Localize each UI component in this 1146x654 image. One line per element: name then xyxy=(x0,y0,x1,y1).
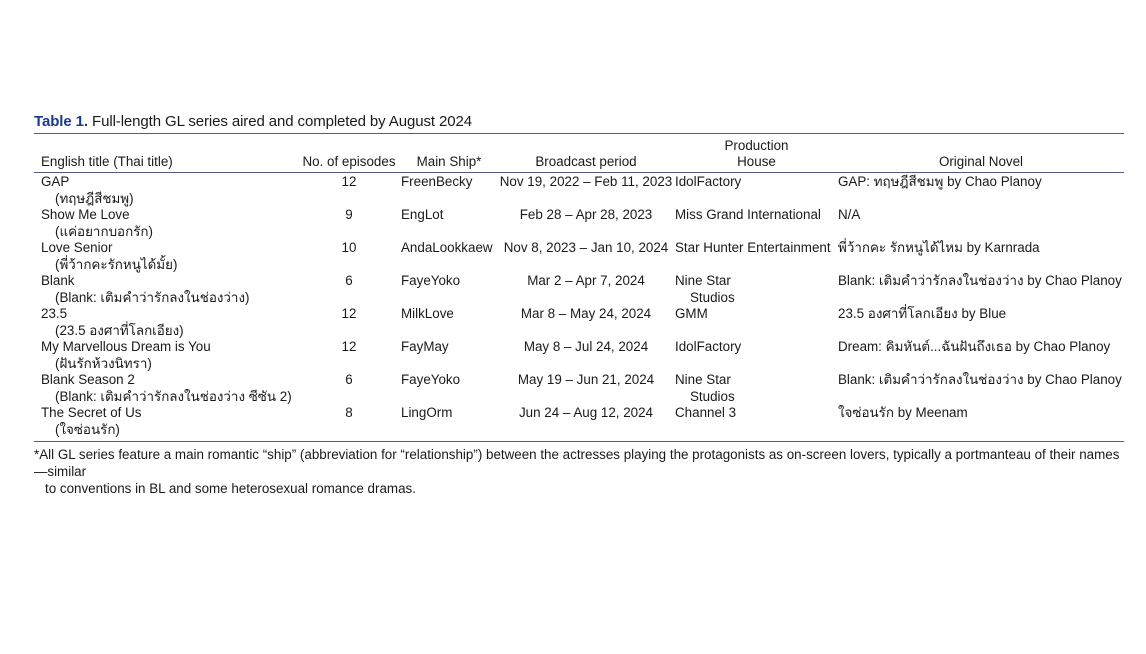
cell-production-house xyxy=(675,240,838,273)
table-body xyxy=(34,170,1124,438)
top-rule xyxy=(34,133,1124,134)
cell-episodes: 6 xyxy=(345,273,353,288)
english-title: My Marvellous Dream is You xyxy=(41,339,211,354)
production-house-line2: Studios xyxy=(690,289,735,305)
english-title: 23.5 xyxy=(41,306,68,321)
production-house: Channel 3 xyxy=(675,405,737,420)
cell-title xyxy=(34,207,297,240)
english-title: Blank Season 2 xyxy=(41,372,135,387)
bottom-rule xyxy=(34,441,1124,442)
footnote-line2: to conventions in BL and some heterosexual romance dramas. xyxy=(45,481,416,496)
table-row xyxy=(34,339,1124,372)
cell-episodes: 12 xyxy=(341,306,357,321)
english-title: Blank xyxy=(41,273,75,288)
cell-original-novel: Blank: เติมคำว่ารักลงในช่องว่าง by Chao Planoy xyxy=(838,273,1122,288)
thai-title: (พี่ว้ากคะรักหนูได้มั้ย) xyxy=(55,256,178,272)
header-production-house-line2: House xyxy=(737,154,776,169)
cell-broadcast-period: Jun 24 – Aug 12, 2024 xyxy=(518,405,654,420)
cell-episodes: 6 xyxy=(345,372,353,387)
thai-title: (ฝันรักห้วงนิทรา) xyxy=(55,355,152,371)
cell-original-novel: Dream: คิมหันต์...ฉันฝันถึงเธอ by Chao Planoy xyxy=(838,339,1111,354)
thai-title: (ทฤษฎีสีชมพู) xyxy=(55,190,134,206)
production-house: GMM xyxy=(675,306,708,321)
production-house: Nine Star xyxy=(675,273,731,288)
cell-main-ship: FreenBecky xyxy=(401,174,473,189)
cell-broadcast-period: Nov 19, 2022 – Feb 11, 2023 xyxy=(499,174,673,189)
table-row xyxy=(34,273,1124,306)
cell-title xyxy=(34,170,297,207)
cell-title xyxy=(34,273,297,306)
table-row xyxy=(34,405,1124,438)
cell-episodes: 9 xyxy=(345,207,353,222)
cell-original-novel: N/A xyxy=(838,207,861,222)
header-production-house-line1: Production xyxy=(724,138,789,153)
cell-main-ship: FayMay xyxy=(401,339,449,354)
cell-broadcast-period: May 8 – Jul 24, 2024 xyxy=(523,339,649,354)
cell-production-house xyxy=(675,372,838,405)
cell-original-novel: พี่ว้ากคะ รักหนูได้ไหม by Karnrada xyxy=(838,240,1040,255)
table-row xyxy=(34,306,1124,339)
production-house: IdolFactory xyxy=(675,339,742,354)
production-house: IdolFactory xyxy=(675,174,742,189)
header-episodes: No. of episodes xyxy=(302,154,396,169)
cell-title xyxy=(34,240,297,273)
cell-original-novel: ใจซ่อนรัก by Meenam xyxy=(838,405,968,420)
table-row xyxy=(34,372,1124,405)
thai-title: (ใจซ่อนรัก) xyxy=(55,421,120,437)
production-house-line2: Studios xyxy=(690,388,735,404)
cell-title xyxy=(34,405,297,438)
cell-main-ship: AndaLookkaew xyxy=(401,240,493,255)
cell-broadcast-period: Mar 2 – Apr 7, 2024 xyxy=(527,273,645,288)
cell-episodes: 12 xyxy=(341,174,357,189)
table-row xyxy=(34,170,1124,207)
cell-episodes: 12 xyxy=(341,339,357,354)
cell-main-ship: FayeYoko xyxy=(401,273,461,288)
cell-episodes: 8 xyxy=(345,405,353,420)
cell-production-house xyxy=(675,339,838,372)
table-caption xyxy=(34,113,472,130)
thai-title: (Blank: เติมคำว่ารักลงในช่องว่าง ซีซัน 2) xyxy=(55,388,292,404)
thai-title: (Blank: เติมคำว่ารักลงในช่องว่าง) xyxy=(55,289,250,305)
header-main-ship: Main Ship* xyxy=(416,154,482,169)
header-english-title: English title (Thai title) xyxy=(41,154,173,169)
english-title: Love Senior xyxy=(41,240,113,255)
cell-title xyxy=(34,339,297,372)
cell-main-ship: MilkLove xyxy=(401,306,454,321)
cell-production-house xyxy=(675,273,838,306)
header-production-house xyxy=(675,136,838,170)
cell-title xyxy=(34,306,297,339)
table-row xyxy=(34,240,1124,273)
cell-main-ship: FayeYoko xyxy=(401,372,461,387)
header-broadcast-period: Broadcast period xyxy=(535,154,637,169)
gl-series-table xyxy=(34,136,1124,438)
english-title: GAP xyxy=(41,174,70,189)
table-label: Table 1. xyxy=(34,113,88,130)
cell-broadcast-period: Nov 8, 2023 – Jan 10, 2024 xyxy=(503,240,669,255)
production-house: Miss Grand International xyxy=(675,207,821,222)
english-title: Show Me Love xyxy=(41,207,130,222)
table-title: Full-length GL series aired and completed by August 2024 xyxy=(92,113,472,130)
footnote-line1: *All GL series feature a main romantic “ship” (abbreviation for “relationship”) between the actresses playing the protagonists as on-screen lovers, typically a portmanteau of their names—similar xyxy=(34,447,1120,479)
cell-broadcast-period: May 19 – Jun 21, 2024 xyxy=(517,372,655,387)
table-row xyxy=(34,207,1124,240)
production-house: Star Hunter Entertainment xyxy=(675,240,831,255)
cell-production-house xyxy=(675,170,838,207)
cell-production-house xyxy=(675,306,838,339)
cell-main-ship: LingOrm xyxy=(401,405,453,420)
thai-title: (23.5 องศาที่โลกเอียง) xyxy=(55,322,184,338)
thai-title: (แค่อยากบอกรัก) xyxy=(55,223,153,239)
cell-broadcast-period: Feb 28 – Apr 28, 2023 xyxy=(519,207,653,222)
english-title: The Secret of Us xyxy=(41,405,142,420)
cell-production-house xyxy=(675,207,838,240)
cell-main-ship: EngLot xyxy=(401,207,444,222)
cell-original-novel: 23.5 องศาที่โลกเอียง by Blue xyxy=(838,306,1007,321)
table-footnote xyxy=(34,446,1130,497)
production-house: Nine Star xyxy=(675,372,731,387)
cell-title xyxy=(34,372,297,405)
cell-original-novel: GAP: ทฤษฎีสีชมพู by Chao Planoy xyxy=(838,174,1042,189)
header-original-novel: Original Novel xyxy=(938,154,1024,169)
cell-production-house xyxy=(675,405,838,438)
cell-original-novel: Blank: เติมคำว่ารักลงในช่องว่าง by Chao Planoy xyxy=(838,372,1122,387)
cell-episodes: 10 xyxy=(341,240,357,255)
cell-broadcast-period: Mar 8 – May 24, 2024 xyxy=(520,306,652,321)
header-row xyxy=(34,136,1124,170)
